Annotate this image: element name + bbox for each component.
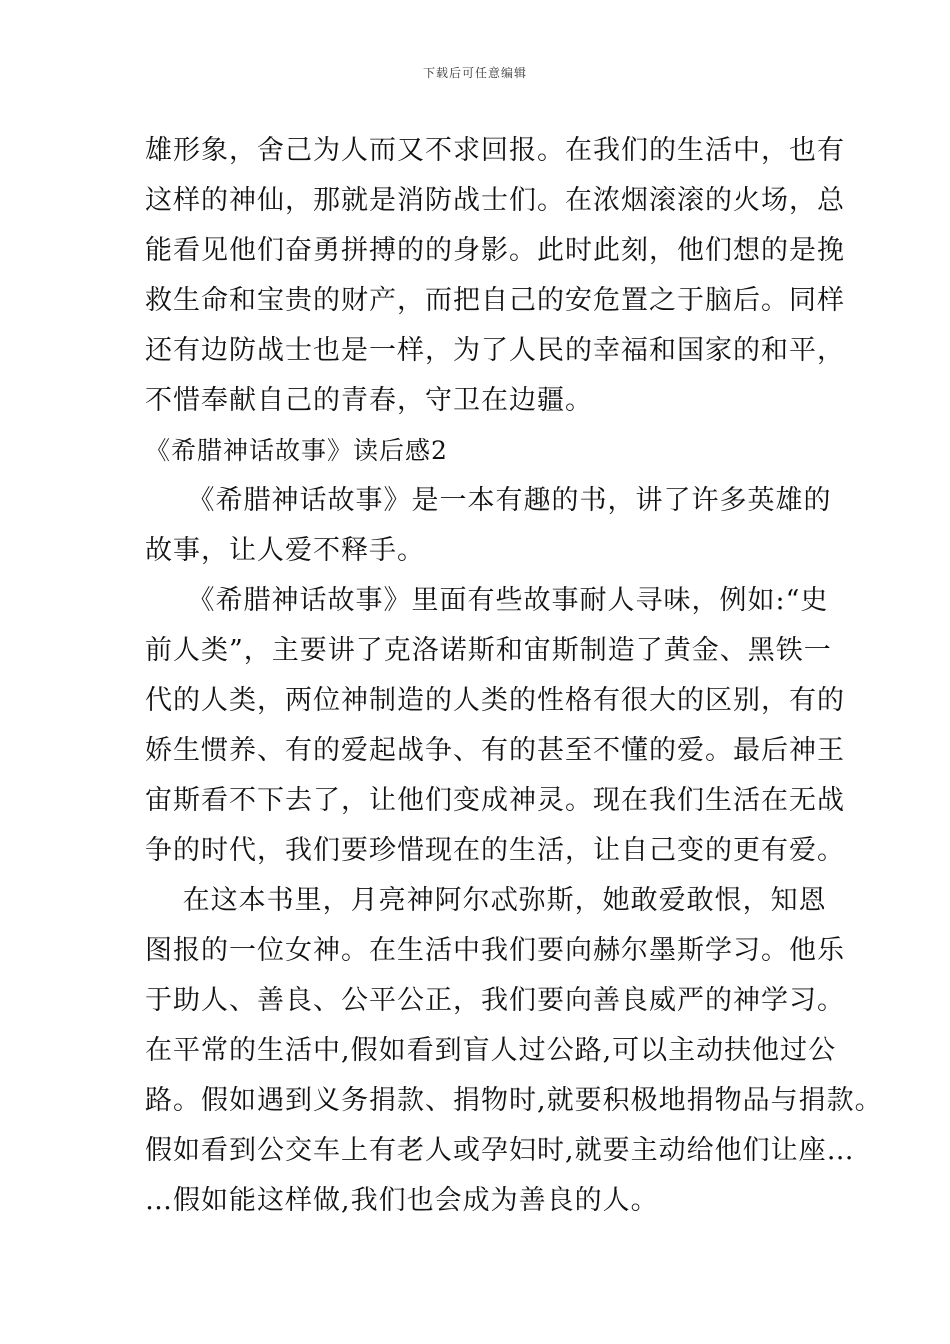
text-line: 于助人、善良、公平公正，我们要向善良威严的神学习。 (145, 985, 845, 1016)
text-line: …假如能这样做,我们也会成为善良的人。 (145, 1185, 659, 1216)
text-line: 能看见他们奋勇拼搏的的身影。此时此刻，他们想的是挽 (145, 235, 845, 266)
text-line: 图报的一位女神。在生活中我们要向赫尔墨斯学习。他乐 (145, 935, 845, 966)
text-line: 雄形象，舍己为人而又不求回报。在我们的生活中，也有 (145, 135, 845, 166)
text-line: 不惜奉献自己的青春，守卫在边疆。 (145, 385, 593, 416)
text-line: 《希腊神话故事》里面有些故事耐人寻味，例如:“史 (145, 585, 829, 616)
text-line: 《希腊神话故事》是一本有趣的书，讲了许多英雄的 (145, 485, 832, 516)
text-line: 娇生惯养、有的爱起战争、有的甚至不懂的爱。最后神王 (145, 735, 845, 766)
text-line: 在平常的生活中,假如看到盲人过公路,可以主动扶他过公 (145, 1035, 837, 1066)
text-line: 宙斯看不下去了，让他们变成神灵。现在我们生活在无战 (145, 785, 845, 816)
text-line: 代的人类，两位神制造的人类的性格有很大的区别，有的 (145, 685, 845, 716)
text-line: 救生命和宝贵的财产，而把自己的安危置之于脑后。同样 (145, 285, 845, 316)
text-line: 路。假如遇到义务捐款、捐物时,就要积极地捐物品与捐款。 (145, 1085, 883, 1116)
text-line: 争的时代，我们要珍惜现在的生活，让自己变的更有爱。 (145, 835, 845, 866)
text-line: 在这本书里，月亮神阿尔忒弥斯，她敢爱敢恨，知恩 (145, 885, 827, 916)
body-text (145, 126, 883, 1226)
text-line: 还有边防战士也是一样，为了人民的幸福和国家的和平， (145, 335, 845, 366)
text-line: 假如看到公交车上有老人或孕妇时,就要主动给他们让座… (145, 1135, 855, 1166)
header-note: 下载后可任意编辑 (422, 66, 527, 80)
section-title: 《希腊神话故事》读后感2 (145, 436, 448, 465)
text-line: 前人类”，主要讲了克洛诺斯和宙斯制造了黄金、黑铁一 (145, 635, 832, 666)
text-line: 故事，让人爱不释手。 (145, 535, 425, 566)
text-line: 这样的神仙，那就是消防战士们。在浓烟滚滚的火场，总 (145, 185, 845, 216)
